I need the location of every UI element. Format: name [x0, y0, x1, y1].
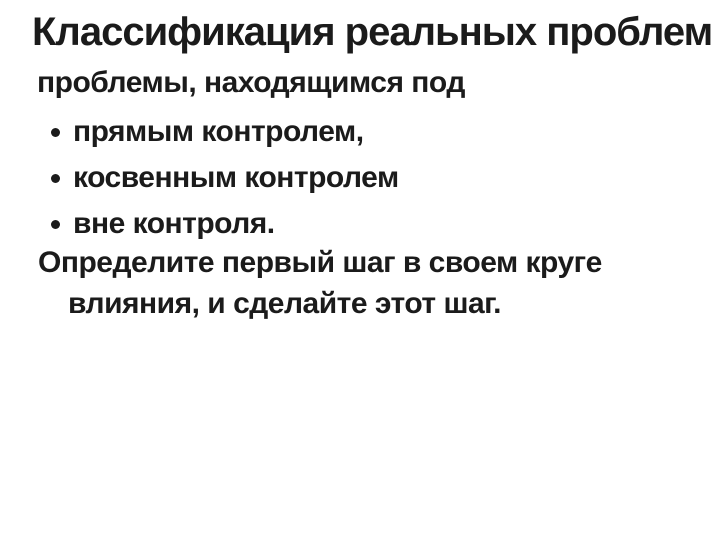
bullet-icon [51, 128, 60, 137]
bullet-icon [51, 220, 60, 229]
intro-text: проблемы, находящимся под [37, 66, 465, 99]
outro-text-line-2: влияния, и сделайте этот шаг. [68, 287, 501, 320]
list-item [0, 201, 399, 247]
bullet-text: косвенным контролем [73, 161, 399, 194]
bullet-icon [51, 174, 60, 183]
list-item [0, 155, 399, 201]
bullet-text: прямым контролем, [73, 115, 364, 148]
slide-title: Классификация реальных проблем [32, 10, 713, 54]
bullet-text: вне контроля. [73, 207, 275, 240]
list-item [0, 109, 399, 155]
bullet-list [0, 109, 399, 247]
outro-text-line-1: Определите первый шаг в своем круге [38, 246, 602, 279]
